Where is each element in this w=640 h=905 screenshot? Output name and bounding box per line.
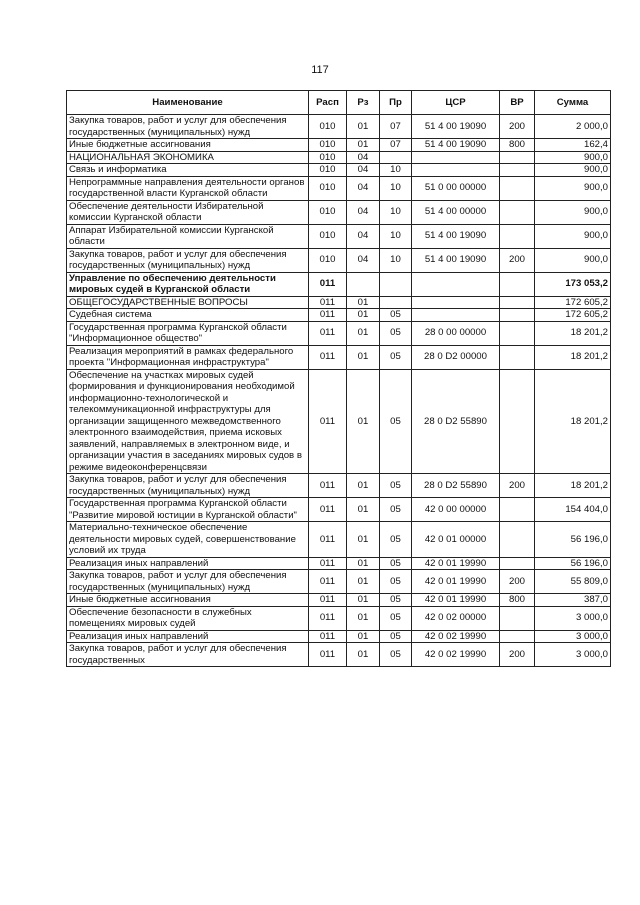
cell-pr: 05	[380, 594, 412, 607]
cell-name: Обеспечение безопасности в служебных помещениях мировых судей	[67, 606, 309, 630]
cell-pr: 07	[380, 115, 412, 139]
cell-pr: 05	[380, 321, 412, 345]
cell-rz: 01	[347, 630, 380, 643]
cell-rz: 01	[347, 345, 380, 369]
table-row	[67, 474, 611, 498]
cell-name: Государственная программа Курганской области "Развитие мировой юстиции в Курганской области"	[67, 498, 309, 522]
cell-sum: 162,4	[535, 139, 611, 152]
table-header-row	[67, 91, 611, 115]
cell-pr	[380, 151, 412, 164]
cell-csr: 51 4 00 19090	[412, 224, 500, 248]
cell-csr: 42 0 02 19990	[412, 643, 500, 667]
cell-rasp: 010	[309, 139, 347, 152]
table-row	[67, 139, 611, 152]
cell-sum: 172 605,2	[535, 296, 611, 309]
cell-pr: 10	[380, 248, 412, 272]
table-row	[67, 345, 611, 369]
table-row	[67, 151, 611, 164]
table-row	[67, 606, 611, 630]
cell-vr	[500, 151, 535, 164]
cell-vr	[500, 224, 535, 248]
header-pr: Пр	[380, 91, 412, 115]
cell-pr: 10	[380, 224, 412, 248]
cell-name: Судебная система	[67, 309, 309, 322]
table-row	[67, 498, 611, 522]
cell-vr	[500, 272, 535, 296]
cell-rasp: 011	[309, 630, 347, 643]
cell-name: Закупка товаров, работ и услуг для обеспечения государственных (муниципальных) нужд	[67, 474, 309, 498]
cell-rasp: 011	[309, 321, 347, 345]
cell-sum: 154 404,0	[535, 498, 611, 522]
cell-pr: 05	[380, 606, 412, 630]
cell-pr: 10	[380, 164, 412, 177]
cell-pr: 05	[380, 570, 412, 594]
cell-rz	[347, 272, 380, 296]
cell-rasp: 011	[309, 345, 347, 369]
header-name: Наименование	[67, 91, 309, 115]
cell-pr: 10	[380, 176, 412, 200]
table-row	[67, 248, 611, 272]
cell-rz: 04	[347, 151, 380, 164]
cell-pr: 05	[380, 643, 412, 667]
cell-sum: 18 201,2	[535, 321, 611, 345]
cell-rasp: 011	[309, 557, 347, 570]
table-row	[67, 272, 611, 296]
cell-pr: 05	[380, 309, 412, 322]
cell-name: НАЦИОНАЛЬНАЯ ЭКОНОМИКА	[67, 151, 309, 164]
cell-csr: 42 0 00 00000	[412, 498, 500, 522]
cell-rasp: 011	[309, 474, 347, 498]
cell-csr: 42 0 01 19990	[412, 594, 500, 607]
cell-sum: 900,0	[535, 200, 611, 224]
cell-name: Управление по обеспечению деятельности мировых судей в Курганской области	[67, 272, 309, 296]
cell-vr: 200	[500, 570, 535, 594]
cell-vr	[500, 369, 535, 474]
cell-vr	[500, 345, 535, 369]
cell-name: Реализация иных направлений	[67, 557, 309, 570]
cell-rz: 04	[347, 176, 380, 200]
table-row	[67, 176, 611, 200]
cell-vr	[500, 296, 535, 309]
cell-sum: 172 605,2	[535, 309, 611, 322]
cell-name: Закупка товаров, работ и услуг для обеспечения государственных (муниципальных) нужд	[67, 570, 309, 594]
cell-sum: 18 201,2	[535, 369, 611, 474]
table-row	[67, 630, 611, 643]
cell-vr	[500, 164, 535, 177]
cell-csr	[412, 309, 500, 322]
cell-pr: 05	[380, 522, 412, 558]
cell-name: Реализация мероприятий в рамках федерального проекта "Информационная инфраструктура"	[67, 345, 309, 369]
cell-sum: 900,0	[535, 248, 611, 272]
header-csr: ЦСР	[412, 91, 500, 115]
cell-vr	[500, 321, 535, 345]
cell-rasp: 010	[309, 151, 347, 164]
cell-rz: 01	[347, 474, 380, 498]
cell-name: Аппарат Избирательной комиссии Курганской области	[67, 224, 309, 248]
budget-table	[66, 90, 611, 667]
cell-csr	[412, 296, 500, 309]
cell-sum: 900,0	[535, 164, 611, 177]
cell-sum: 3 000,0	[535, 606, 611, 630]
cell-pr	[380, 272, 412, 296]
cell-name: Иные бюджетные ассигнования	[67, 139, 309, 152]
cell-name: Связь и информатика	[67, 164, 309, 177]
cell-name: Иные бюджетные ассигнования	[67, 594, 309, 607]
cell-csr: 51 4 00 19090	[412, 248, 500, 272]
table-row	[67, 309, 611, 322]
cell-rz: 01	[347, 643, 380, 667]
cell-sum: 18 201,2	[535, 345, 611, 369]
cell-sum: 387,0	[535, 594, 611, 607]
cell-name: Реализация иных направлений	[67, 630, 309, 643]
table-row	[67, 643, 611, 667]
cell-rz: 01	[347, 321, 380, 345]
cell-rz: 04	[347, 200, 380, 224]
cell-sum: 3 000,0	[535, 643, 611, 667]
cell-csr: 28 0 00 00000	[412, 321, 500, 345]
cell-csr: 51 4 00 19090	[412, 115, 500, 139]
header-sum: Сумма	[535, 91, 611, 115]
cell-rasp: 010	[309, 200, 347, 224]
table-row	[67, 522, 611, 558]
cell-name: Непрограммные направления деятельности органов государственной власти Курганской области	[67, 176, 309, 200]
cell-csr: 28 0 D2 00000	[412, 345, 500, 369]
cell-rasp: 011	[309, 296, 347, 309]
cell-rz: 01	[347, 296, 380, 309]
cell-rz: 01	[347, 139, 380, 152]
cell-pr: 05	[380, 498, 412, 522]
cell-rasp: 011	[309, 594, 347, 607]
cell-csr	[412, 164, 500, 177]
cell-rasp: 011	[309, 498, 347, 522]
cell-sum: 900,0	[535, 224, 611, 248]
cell-pr: 05	[380, 345, 412, 369]
cell-name: ОБЩЕГОСУДАРСТВЕННЫЕ ВОПРОСЫ	[67, 296, 309, 309]
cell-sum: 900,0	[535, 176, 611, 200]
table-row	[67, 115, 611, 139]
cell-rasp: 011	[309, 369, 347, 474]
cell-sum: 56 196,0	[535, 522, 611, 558]
cell-vr: 200	[500, 474, 535, 498]
cell-rz: 04	[347, 164, 380, 177]
header-rz: Рз	[347, 91, 380, 115]
cell-csr: 42 0 02 00000	[412, 606, 500, 630]
table-row	[67, 321, 611, 345]
cell-sum: 2 000,0	[535, 115, 611, 139]
cell-rz: 01	[347, 606, 380, 630]
cell-pr: 10	[380, 200, 412, 224]
cell-sum: 3 000,0	[535, 630, 611, 643]
cell-rz: 01	[347, 594, 380, 607]
cell-vr	[500, 176, 535, 200]
cell-pr: 05	[380, 369, 412, 474]
cell-sum: 56 196,0	[535, 557, 611, 570]
cell-rasp: 011	[309, 272, 347, 296]
cell-rz: 01	[347, 522, 380, 558]
table-row	[67, 164, 611, 177]
cell-rz: 01	[347, 115, 380, 139]
cell-sum: 18 201,2	[535, 474, 611, 498]
table-row	[67, 570, 611, 594]
cell-vr	[500, 557, 535, 570]
cell-rz: 01	[347, 557, 380, 570]
cell-csr: 51 4 00 00000	[412, 200, 500, 224]
cell-vr: 800	[500, 594, 535, 607]
cell-csr	[412, 151, 500, 164]
table-row	[67, 594, 611, 607]
cell-csr	[412, 272, 500, 296]
cell-vr: 200	[500, 248, 535, 272]
cell-csr: 42 0 01 00000	[412, 522, 500, 558]
cell-rasp: 010	[309, 248, 347, 272]
cell-pr: 05	[380, 630, 412, 643]
cell-csr: 42 0 01 19990	[412, 557, 500, 570]
cell-csr: 28 0 D2 55890	[412, 474, 500, 498]
cell-csr: 28 0 D2 55890	[412, 369, 500, 474]
cell-vr: 800	[500, 139, 535, 152]
cell-vr: 200	[500, 115, 535, 139]
table-row	[67, 369, 611, 474]
cell-pr: 07	[380, 139, 412, 152]
cell-vr	[500, 630, 535, 643]
cell-rz: 04	[347, 224, 380, 248]
table-row	[67, 557, 611, 570]
cell-vr	[500, 200, 535, 224]
cell-vr	[500, 498, 535, 522]
cell-name: Материально-техническое обеспечение деятельности мировых судей, совершенствование условий их труда	[67, 522, 309, 558]
cell-csr: 42 0 02 19990	[412, 630, 500, 643]
cell-csr: 51 4 00 19090	[412, 139, 500, 152]
cell-pr: 05	[380, 557, 412, 570]
cell-name: Обеспечение деятельности Избирательной комиссии Курганской области	[67, 200, 309, 224]
cell-rz: 01	[347, 309, 380, 322]
cell-rasp: 011	[309, 643, 347, 667]
cell-name: Закупка товаров, работ и услуг для обеспечения государственных (муниципальных) нужд	[67, 248, 309, 272]
cell-csr: 42 0 01 19990	[412, 570, 500, 594]
cell-rz: 01	[347, 570, 380, 594]
cell-name: Обеспечение на участках мировых судей формирования и функционирования необходимой информационно-технологической и телекоммуникационной инфраструктуры для организации защищенного межведомственного электронного взаимодействия, приема исковых заявлений, направляемых в электронном виде, и организации участия в заседаниях мировых судов в режиме видеоконференцсвязи	[67, 369, 309, 474]
cell-rz: 01	[347, 369, 380, 474]
cell-sum: 900,0	[535, 151, 611, 164]
cell-rasp: 010	[309, 176, 347, 200]
table-row	[67, 296, 611, 309]
cell-vr	[500, 522, 535, 558]
cell-vr	[500, 309, 535, 322]
cell-pr	[380, 296, 412, 309]
cell-rasp: 010	[309, 115, 347, 139]
cell-rz: 01	[347, 498, 380, 522]
cell-vr	[500, 606, 535, 630]
cell-sum: 173 053,2	[535, 272, 611, 296]
table-row	[67, 200, 611, 224]
cell-rasp: 011	[309, 309, 347, 322]
header-rasp: Расп	[309, 91, 347, 115]
cell-name: Закупка товаров, работ и услуг для обеспечения государственных (муниципальных) нужд	[67, 115, 309, 139]
header-vr: ВР	[500, 91, 535, 115]
page-number: 117	[311, 64, 329, 76]
cell-name: Закупка товаров, работ и услуг для обеспечения государственных	[67, 643, 309, 667]
table-row	[67, 224, 611, 248]
cell-csr: 51 0 00 00000	[412, 176, 500, 200]
cell-rasp: 010	[309, 164, 347, 177]
cell-rasp: 011	[309, 570, 347, 594]
cell-rasp: 010	[309, 224, 347, 248]
cell-name: Государственная программа Курганской области "Информационное общество"	[67, 321, 309, 345]
cell-sum: 55 809,0	[535, 570, 611, 594]
cell-rasp: 011	[309, 522, 347, 558]
cell-pr: 05	[380, 474, 412, 498]
cell-vr: 200	[500, 643, 535, 667]
cell-rz: 04	[347, 248, 380, 272]
cell-rasp: 011	[309, 606, 347, 630]
